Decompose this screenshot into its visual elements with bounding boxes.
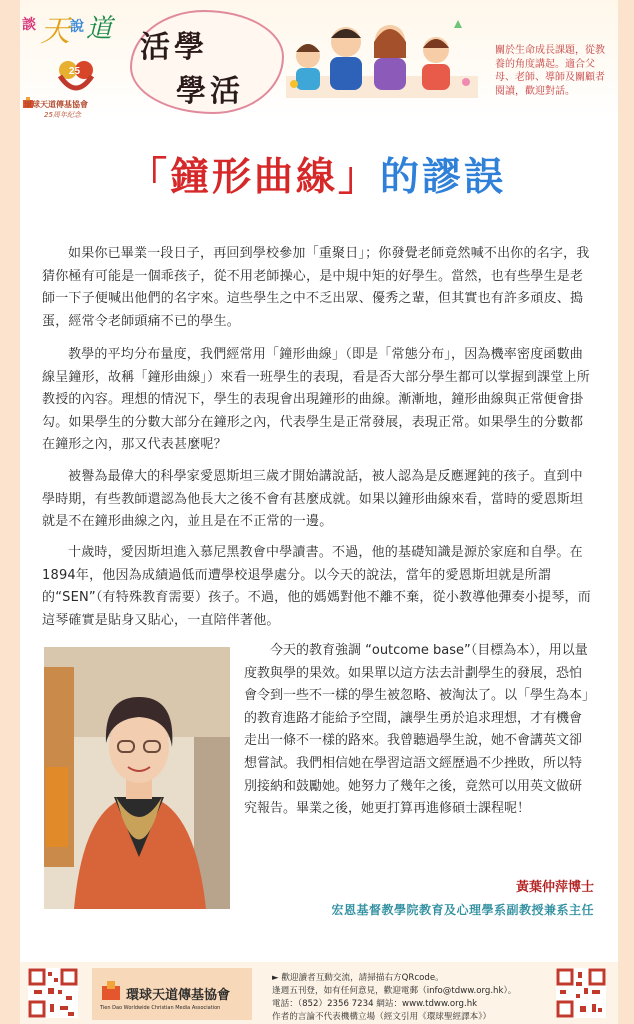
footer-info-line: 逢週五刊登，如有任何意見，歡迎電郵（info@tdww.org.hk）。: [272, 986, 517, 996]
qr-code-left-icon[interactable]: [28, 968, 78, 1018]
anniversary-label: 25周年紀念: [44, 111, 81, 119]
author-title: 宏恩基督教學院教育及心理學系副教授兼系主任: [331, 903, 594, 917]
author-name: 黃葉仲萍博士: [515, 880, 594, 895]
child-4: [422, 37, 450, 90]
column-title-line1: 活學: [140, 30, 208, 65]
column-intro: 關於生命成長課題，從教養的角度講起。適合父母、老師、導師及關顧者閱讀，歡迎對話。: [495, 45, 605, 97]
paragraph-2: 教學的平均分布量度，我們經常用「鐘形曲線」（即是「常態分布」，因為機率密度函數曲線呈鐘形，故稱「鐘形曲線」）來看一班學生的表現，看是否大部分學生都可以掌握到課堂上所教授的內容。理想的情況下，學生的表現會出現鐘形的曲線。漸漸地，鐘形曲線與正常便會掛勾。如果學生的分數大部分在鐘形之內，代表學生是正常發展，表現正常。如果學生的分數都在鐘形之內，那又代表甚麼呢？: [42, 347, 590, 453]
author-signature: [331, 876, 594, 918]
logo-char: 談: [22, 17, 36, 33]
headline-red: 「鐘形曲線」: [127, 155, 380, 200]
footer-info-line: ► 歡迎讀者互動交流，請掃描右方QRcode。: [272, 973, 444, 983]
paragraph-3: 被譽為最偉大的科學家愛恩斯坦三歲才開始講說話，被人認為是反應遲鈍的孩子。直到中學時期，有些教師還認為他長大之後不會有甚麼成就。如果以鐘形曲線來看，當時的愛恩斯坦就是不在鐘形曲線之內，並且是在不正常的一邊。: [42, 469, 584, 530]
footer-org-mark-icon: [100, 980, 122, 1002]
paragraph-1: 如果你已畢業一段日子，再回到學校參加「重聚日」；你發覺老師竟然喊不出你的名字，我猜你極有可能是一個乖孩子，從不用老師操心，是中規中矩的好學生。當然，也有些學生是老師一下子便喊出他們的名字來。這些學生之中不乏出眾、優秀之輩，但其實也有許多頑皮、搗蛋，經常令老師頭痛不已的學生。: [42, 246, 590, 329]
column-title-line2: 學活: [176, 74, 244, 109]
child-2: [330, 27, 362, 90]
footer-info: [272, 972, 552, 1024]
footer-info-line: 電話：（852）2356 7234 網站：www.tdww.org.hk: [272, 999, 478, 1009]
tan-dao-logo: [22, 8, 132, 48]
child-3: [374, 25, 406, 90]
headline-blue: 的謬誤: [380, 155, 507, 200]
svg-text:25: 25: [69, 66, 81, 77]
qr-code-right-icon[interactable]: [556, 968, 606, 1018]
child-1: [296, 44, 320, 90]
footer-info-line: 作者的言論不代表機構立場（經文引用《環球聖經譯本》）: [272, 1012, 492, 1022]
paragraph-5: 今天的教育強調 “outcome base”（目標為本），用以量度教與學的果效。如果單以這方法去計劃學生的發展，恐怕會令到一些不一樣的學生被忽略、被淘汰了。以「學生為本」的教育進路才能給予空間，讓學生勇於追求理想，才有機會走出一條不一樣的路來。我曾聽過學生說，她不會講英文卻想嘗試。我們相信她在學習這語文經歷過不少挫敗，所以特別接納和鼓勵她。她努力了幾年之後，竟然可以用英文做研究報告。畢業之後，她更打算再進修碩士課程呢！: [244, 643, 589, 817]
article-headline: [0, 146, 634, 202]
anniversary-logo-icon: [54, 58, 98, 98]
author-photo: [44, 647, 230, 909]
paragraph-4: 十歲時，愛因斯坦進入慕尼黑教會中學讀書。不過，他的基礎知識是源於家庭和自學。在1894年，他因為成績過低而遭學校退學處分。以今天的說法，當年的愛恩斯坦就是所謂的“SEN”（有特殊教育需要）孩子。不過，他的媽媽對他不離不棄，從小教導他彈奏小提琴，而這琴確實是貼身又貼心，一直陪伴著他。: [42, 545, 591, 628]
header-org-name: 環球天道傳基協會: [24, 100, 88, 109]
logo-char: 說: [70, 19, 84, 35]
logo-char: 道: [86, 14, 113, 44]
footer-org-name: 環球天道傳基協會: [126, 988, 231, 1003]
children-illustration: [286, 12, 478, 98]
footer-org-name-en: Tien Dao Worldwide Christian Media Association: [100, 1005, 221, 1011]
logo-char: 天: [40, 14, 70, 49]
